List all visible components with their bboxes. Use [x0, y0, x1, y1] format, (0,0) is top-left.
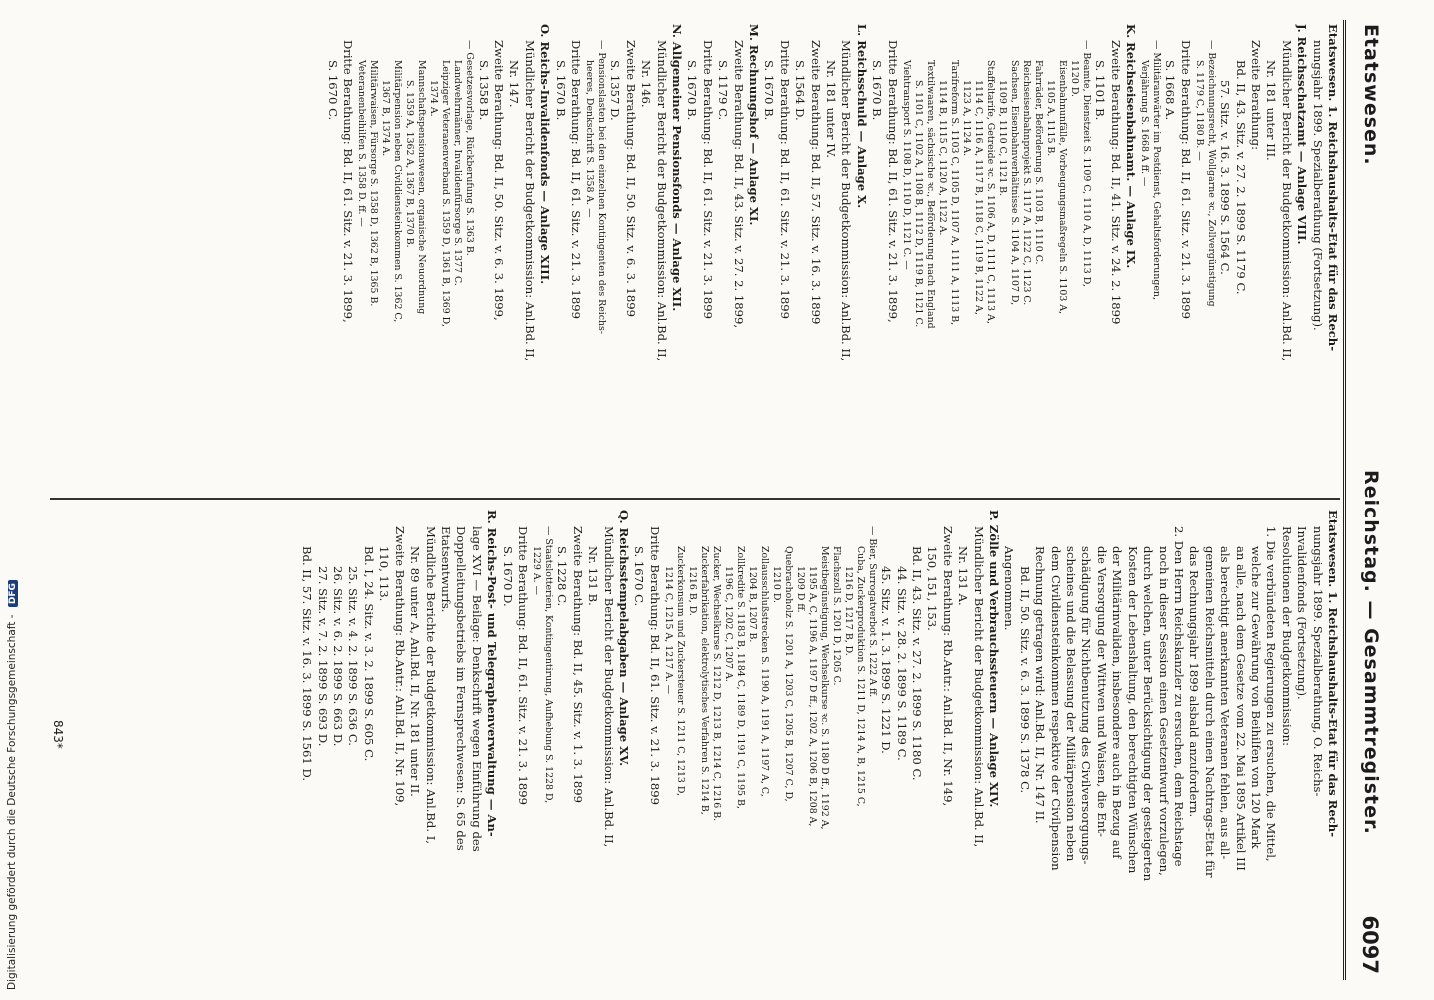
index-entry-line: Nr. 131 A. — [956, 546, 971, 606]
index-entry-line: 44. Sitz. v. 28. 2. 1899 S. 1189 C. — [894, 566, 909, 761]
index-entry-line: Zweite Berathung: Rb.Antr.: Anl.Bd. II, Nr. 149, — [940, 526, 955, 807]
index-entry-line: Zweite Berathung: Bd. II, 43. Sitz. v. 27. 2. 1899, — [731, 40, 746, 329]
index-entry-line: Zollkredite S. 1183 B, 1184 C, 1189 D, 1191 C, 1195 B, — [734, 546, 746, 809]
index-entry-line: Zweite Berathung: Bd. II, 45. Sitz. v. 1. 3. 1899 — [570, 526, 585, 803]
index-entry-line: Dritte Berathung: Bd. II, 61. Sitz. v. 21. 3. 1899 — [515, 526, 530, 805]
index-entry-line: Dritte Berathung: Bd. II, 61. Sitz. v. 21. 3. 1899, — [341, 40, 356, 323]
index-entry-line: 1196 C, 1202 C, 1207 A. — [722, 566, 734, 682]
index-entry-line: Q. Reichsstempelabgaben — Anlage XV. — [617, 510, 631, 767]
index-entry-line: nungsjahr 1899. Spezialberathung, O. Reichs- — [1310, 526, 1325, 797]
index-entry-line: — Beamte, Dienstzeit S. 1109 C, 1110 A, D, 1113 D, — [1080, 40, 1092, 287]
index-entry-line: als berechtigt anerkannten Veteranen fehlen, aus all- — [1218, 546, 1233, 860]
index-entry-line: Bd. II, 43. Sitz. v. 27. 2. 1899 S. 1179 C. — [1233, 60, 1248, 295]
column-divider — [50, 498, 1340, 500]
index-entry-line: schädigung für Nichtbenutzung des Civilversorgungs- — [1079, 546, 1094, 865]
index-entry-line: nungsjahr 1899. Spezialberathung (Fortsetzung). — [1310, 40, 1325, 331]
index-entry-line: Textilwaaren, sächsische ꝛc., Beförderung nach England — [924, 60, 936, 329]
index-entry-line: Mündliche Berichte der Budgetkommission: Anl.Bd. I, — [423, 526, 438, 844]
index-entry-line: dem Civildiensteinkommen respektive der Civilpension — [1048, 546, 1063, 871]
index-entry-line: Nr. 131 B. — [586, 546, 601, 606]
index-entry-line: Zuckerfabrikation, elektrolytisches Verfahren S. 1214 B, — [698, 546, 710, 815]
index-entry-line: heeres, Denkschrift S. 1358 A. — — [584, 60, 595, 218]
index-entry-line: S. 1357 D. — [608, 60, 623, 121]
index-entry-line: R. Reichs-Post- und Telegraphenverwaltung — An- — [485, 510, 500, 837]
index-entry-line: der Militärinvaliden, insbesondere auch in Bezug auf — [1110, 546, 1125, 859]
index-entry-line: 150, 151, 153. — [925, 546, 940, 631]
index-entry-line: Flachszoll S. 1201 D, 1205 C. — [830, 546, 842, 686]
index-entry-line: Etatswesen. 1. Reichshaushalts-Etat für das Rech- — [1326, 24, 1340, 352]
signature-mark: 843* — [51, 720, 65, 749]
index-entry-line: Etatsentwurfs. — [438, 526, 453, 613]
index-entry-line: Zollausschlußstrecken S. 1190 A, 1191 A, 1197 A, C, — [758, 546, 770, 797]
index-entry-line: Viehtransport S. 1108 D, 1110 D, 1121 C. — — [900, 60, 912, 270]
index-entry-line: Bd. II, 43. Sitz. v. 27. 2. 1899 S. 1180 C. — [910, 546, 925, 781]
index-entry-line: Dritte Berathung: Bd. II, 61. Sitz. v. 21. 3. 1899 — [569, 40, 583, 319]
index-entry-line: S. 1358 B. — [476, 60, 491, 121]
index-entry-line: Meistbegünstigung, Wechselkurse ꝛc. S. 1180 D ff., 1192 A, — [818, 546, 830, 830]
index-entry-line: S. 1228 C. — [555, 546, 570, 607]
index-entry-line: lage XVI — Beilage: Denkschrift wegen Einführung des — [469, 526, 484, 852]
index-entry-line: Fahrräder, Beförderung S. 1103 B, 1110 C. — [1032, 60, 1044, 265]
index-entry-line: P. Zölle und Verbrauchssteuern — Anlage XIV. — [987, 510, 1002, 808]
index-entry-line: L. Reichsschuld — Anlage X. — [854, 24, 869, 209]
index-entry-line: Bd. I, 24. Sitz. v. 3. 2. 1899 S. 605 C. — [361, 546, 376, 762]
index-entry-line: Bd. II, 50. Sitz. v. 6. 3. 1899 S. 1378 C. — [1017, 566, 1032, 794]
index-entry-line: 26. Sitz. v. 6. 2. 1899 S. 663 D. — [331, 566, 346, 747]
index-entry-line: S. 1668 A. — [1163, 60, 1178, 121]
index-entry-line: O. Reichs-Invalidenfonds — Anlage XIII. — [538, 24, 553, 285]
index-entry-line: Kosten der Lebenshaltung, den berechtigten Wünschen — [1125, 546, 1140, 874]
index-entry-line: S. 1670 C. — [325, 60, 340, 121]
index-entry-line: Invalidenfonds (Fortsetzung). — [1295, 526, 1310, 700]
index-entry-line: durch welchen, unter Berücksichtigung der gesteigerten — [1141, 546, 1156, 882]
index-entry-line: Resolutionen der Budgetkommission: — [1279, 526, 1294, 747]
index-entry-line: 1120 D. — [1068, 60, 1080, 98]
index-entry-line: Dritte Berathung: Bd. II, 61. Sitz. v. 21. 3. 1899 — [1178, 40, 1193, 319]
index-entry-line: Mündlicher Bericht der Budgetkommission: Anl.Bd. II, — [1279, 40, 1294, 362]
index-entry-line: Tarifreform S. 1103 C, 1105 D, 1107 A, 1111 A, 1113 B, — [948, 60, 960, 326]
index-entry-line: welche zur Gewährung von Beihilfen von 120 Mark — [1248, 546, 1263, 849]
index-entry-line: Quebrachoholz S. 1201 A, 1203 C, 1205 B, 1207 C, D, — [782, 546, 794, 802]
index-entry-line: 1. Die verbündeten Regierungen zu ersuchen, die Mittel, — [1264, 526, 1279, 862]
index-entry-line: scheines und die Belassung der Militärpension neben — [1064, 546, 1079, 862]
index-entry-line: Reichseisenbahnprojekt S. 1117 A, 1122 C, 1123 C. — [1020, 60, 1032, 306]
index-entry-line: S. 1670 C. — [632, 546, 647, 607]
index-entry-line: Bd. II, 57. Sitz. v. 16. 3. 1899 S. 1561 D. — [300, 546, 315, 782]
digitization-credit — [6, 10, 22, 990]
right-column — [40, 510, 1340, 960]
index-entry-line: Zweite Berathung: Rb.Antr.: Anl.Bd. II, Nr. 109, — [392, 526, 407, 807]
index-entry-line: Staffeltarife, Getreide ꝛc. S. 1106 A, D, 1111 C, 1113 A, — [984, 60, 996, 324]
left-column — [40, 24, 1340, 474]
page-number: 6097 — [1358, 915, 1382, 974]
index-entry-line: Dritte Berathung: Bd. II, 61. Sitz. v. 21. 3. 1899, — [885, 40, 900, 323]
index-entry-line: — Staatslotterien, Kontingentirung, Aufhebung S. 1228 D, — [542, 526, 554, 804]
index-entry-line: — Bezeichnungsrecht, Wollgarne ꝛc., Zollvergünstigung — [1205, 40, 1217, 307]
index-entry-line: Nr. 146. — [639, 60, 654, 108]
index-entry-line: 1229 A. — — [530, 546, 542, 595]
index-entry-line: Sachsen, Eisenbahnverhältnisse S. 1104 A, 1107 D, — [1008, 60, 1020, 306]
index-entry-line: S. 1564 D. — [793, 60, 808, 121]
index-entry-line: 1216 B, D. — [686, 566, 698, 616]
index-entry-line: Militärwaisen, Fürsorge S. 1358 D, 1362 B, 1365 B. — [368, 60, 380, 307]
index-entry-line: Angenommen. — [1002, 546, 1017, 631]
index-entry-line: M. Rechnungshof — Anlage XI. — [747, 24, 762, 226]
index-entry-line: Cuba, Zuckerproduktion S. 1211 D, 1214 A, B, 1215 C, — [854, 546, 866, 807]
index-entry-line: Mündlicher Bericht der Budgetkommission: Anl.Bd. II, — [654, 40, 669, 362]
index-entry-line: 1367 B, 1374 A. — [380, 80, 392, 157]
index-entry-line: 110, 113. — [377, 546, 392, 602]
index-entry-line: Verjährung S. 1668 A ff. — — [1138, 60, 1150, 187]
index-entry-line: 1195 A, C, 1196 A, 1197 D ff., 1202 A, 1206 B, 1208 A, — [806, 566, 818, 827]
index-entry-line: S. 1670 B. — [870, 60, 885, 121]
index-entry-line: 1123 A, 1124 A. — [960, 80, 972, 157]
index-entry-line: 1114 B, 1115 C, 1120 A, 1122 A. — [936, 80, 948, 236]
index-entry-line: 1204 B, 1207 B. — [746, 566, 758, 643]
index-entry-line: Mündlicher Bericht der Budgetkommission: Anl.Bd. II, — [839, 40, 854, 362]
header-running-title: Reichstag. — Gesammtregister. — [1360, 470, 1382, 835]
index-entry-line: Etatswesen. 1. Reichshaushalts-Etat für das Rech- — [1326, 510, 1340, 838]
index-entry-line: an alle, nach dem Gesetze vom 22. Mai 1895 Artikel III — [1233, 546, 1248, 871]
index-entry-line: S. 1101 C, 1102 A, 1108 B, 1112 D, 1119 B, 1121 C. — [912, 80, 924, 328]
index-entry-line: Mündlicher Bericht der Budgetkommission: Anl.Bd. II, — [522, 40, 537, 362]
index-entry-line: Zucker, Wechselkurse S. 1212 D, 1213 B, 1214 C, 1216 B. — [710, 546, 722, 822]
index-entry-line: Zweite Berathung: — [1248, 40, 1263, 150]
index-entry-line: 1216 D, 1217 B, D. — [842, 566, 854, 656]
index-entry-line: Mannschaftspensionswesen, organische Neuordnung — [416, 60, 428, 315]
rotated-register-page — [30, 20, 1390, 980]
index-entry-line: Veteranenbeihilfen S. 1358 D. ff. — — [356, 60, 368, 227]
index-entry-line: 45. Sitz. v. 1. 3. 1899 S. 1221 D. — [879, 566, 894, 754]
index-entry-line: — Bier, Surrogatverbot S. 1222 A ff. — [866, 526, 878, 698]
index-entry-line: noch in dieser Session einen Gesetzentwurf vorzulegen, — [1156, 546, 1171, 876]
index-entry-line: Zweite Berathung: Bd. II, 41. Sitz. v. 24. 2. 1899 — [1108, 40, 1123, 325]
index-entry-line: Dritte Berathung: Bd. II, 61. Sitz. v. 21. 3. 1899 — [700, 40, 715, 319]
index-entry-line: Zweite Berathung: Bd. II, 50. Sitz. v. 6. 3. 1899, — [491, 40, 506, 321]
index-entry-line: — Militäranwärter im Postdienst, Gehaltsforderungen, — [1150, 40, 1162, 300]
index-entry-line: 57. Sitz. v. 16. 3. 1899 S. 1564 C. — [1218, 80, 1233, 275]
index-entry-line: 1109 B, 1110 C, 1121 B. — [996, 80, 1008, 197]
index-entry-line: gemeinen Reichsmitteln durch einen Nachtrags-Etat für — [1202, 546, 1217, 878]
index-entry-line: S. 1670 B. — [762, 60, 777, 121]
index-entry-line: S. 1179 C, 1180 B. — — [1193, 60, 1205, 161]
index-entry-line: Dritte Berathung: Bd. II, 61. Sitz. v. 21. 3. 1899 — [777, 40, 792, 319]
header-section-title: Etatswesen. — [1360, 24, 1382, 166]
index-entry-line: 1374 A. — [428, 80, 440, 117]
index-entry-line: K. Reichseisenbahnamt. — Anlage IX. — [1123, 24, 1138, 269]
index-entry-line: 1214 C, 1215 A, 1217 A. — — [662, 566, 674, 695]
index-entry-line: — Pensionslasten bei den einzelnen Kontingenten des Reichs- — [596, 40, 607, 335]
dfg-logo: DFG — [8, 580, 18, 607]
index-entry-line: die Versorgung der Wittwen und Waisen, die Ent- — [1094, 546, 1109, 837]
index-entry-line: Zweite Berathung: Bd. II, 57. Sitz. v. 16. 3. 1899 — [808, 40, 823, 325]
index-entry-line: S. 1670 B. — [685, 60, 700, 121]
index-entry-line: 1105 A, 1115 B. — [1044, 80, 1056, 157]
index-entry-line: 1114 C, 1116 A, 1117 B, 1118 C, 1119 B, 1122 A, — [972, 80, 984, 315]
index-entry-line: Nr. 181 unter III. — [1264, 60, 1279, 161]
index-entry-line: 1209 D ff. — [794, 566, 806, 613]
index-entry-line: Rechnung getragen wird: Anl.Bd. II, Nr. 147 II. — [1033, 546, 1048, 824]
index-entry-line: Eisenbahnunfälle, Vorbeugungsmaßregeln S. 1103 A, — [1056, 60, 1068, 315]
index-entry-line: Mündlicher Bericht der Budgetkommission: Anl.Bd. II, — [971, 526, 986, 848]
index-entry-line: S. 1359 A, 1362 A, 1367 B, 1370 B. — [404, 80, 416, 248]
index-entry-line: Nr. 181 unter IV. — [824, 60, 839, 158]
index-entry-line: Doppelleitungsbetriebs im Fernsprechwesen: S. 65 des — [454, 526, 469, 851]
index-entry-line: S. 1670 B. — [553, 60, 568, 121]
index-entry-line: das Rechnungsjahr 1899 alsbald anzufordern. — [1187, 546, 1202, 818]
index-entry-line: Nr. 147. — [507, 60, 522, 108]
index-entry-line: Landwehrmänner, Invalidenfürsorge S. 1377 C. — [452, 60, 464, 286]
index-entry-line: S. 1179 C. — [716, 60, 731, 121]
index-entry-line: J. Reichsschatzamt — Anlage VIII. — [1295, 24, 1310, 245]
index-entry-line: 2. Den Herrn Reichskanzler zu ersuchen, dem Reichstage — [1171, 526, 1186, 867]
index-entry-line: N. Allgemeiner Pensionsfonds — Anlage XII. — [670, 24, 685, 312]
index-entry-line: Militärpension neben Civildiensteinkommen S. 1362 C, — [392, 60, 404, 323]
index-entry-line: 27. Sitz. v. 7. 2. 1899 S. 693 D. — [315, 566, 330, 747]
index-entry-line: Zweite Berathung: Bd. II, 50. Sitz. v. 6. 3. 1899 — [623, 40, 638, 317]
index-entry-line: Leipziger Veteranenverband S. 1359 D, 1361 B, 1369 D, — [440, 60, 452, 327]
index-entry-line: Mündlicher Bericht der Budgetkommission: Anl.Bd. II, — [601, 526, 616, 848]
index-entry-line: — Gesetzesvorlage, Rückberufung S. 1363 B. — [464, 40, 476, 256]
index-entry-line: Zuckerkonsum und Zuckersteuer S. 1211 C, 1213 D, — [674, 546, 686, 797]
index-entry-line: 1210 D. — [770, 566, 782, 604]
index-entry-line: Nr. 89 unter A, Anl.Bd. II, Nr. 181 unter II. — [408, 546, 423, 797]
index-entry-line: 25. Sitz. v. 4. 2. 1899 S. 636 C. — [346, 566, 361, 746]
credit-text: Digitalisierung gefördert durch die Deutsche Forschungsgemeinschaft - — [6, 614, 18, 990]
index-entry-line: Dritte Berathung: Bd. II, 61. Sitz. v. 21. 3. 1899 — [647, 526, 662, 805]
index-entry-line: S. 1101 B. — [1093, 60, 1108, 121]
index-entry-line: S. 1670 D. — [500, 546, 515, 607]
page-header — [1343, 20, 1390, 980]
